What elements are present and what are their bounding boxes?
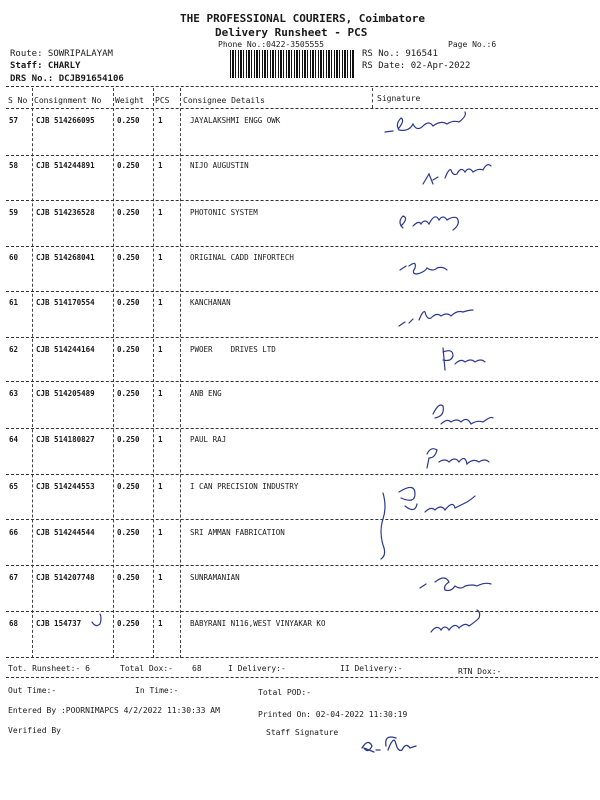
phone-number: Phone No.:0422-3505555 xyxy=(218,40,324,49)
ii-delivery: II Delivery:- xyxy=(340,664,403,673)
row-consignee: ANB ENG xyxy=(190,389,222,398)
row-sno: 64 xyxy=(9,435,19,444)
row-weight: 0.250 xyxy=(117,345,140,354)
row-consignment: CJB 514180827 xyxy=(36,435,95,444)
row-consignee: SRI AMMAN FABRICATION xyxy=(190,528,285,537)
row-pcs: 1 xyxy=(158,253,163,262)
row-pcs: 1 xyxy=(158,528,163,537)
row-consignment: CJB 514170554 xyxy=(36,298,95,307)
row-sno: 63 xyxy=(9,389,19,398)
col-signature: Signature xyxy=(377,94,421,103)
rs-date: RS Date: 02-Apr-2022 xyxy=(362,61,471,71)
row-consignment: CJB 514266095 xyxy=(36,116,95,125)
row-pcs: 1 xyxy=(158,161,163,170)
row-sno: 62 xyxy=(9,345,19,354)
rs-number: RS No.: 916541 xyxy=(362,49,438,59)
row-consignment: CJB 514207748 xyxy=(36,573,95,582)
row-consignment: CJB 514244544 xyxy=(36,528,95,537)
row-consignee: PAUL RAJ xyxy=(190,435,227,444)
route: Route: SOWRIPALAYAM xyxy=(10,49,113,59)
row-sno: 60 xyxy=(9,253,19,262)
row-sno: 65 xyxy=(9,482,19,491)
column-line xyxy=(113,88,114,658)
total-pod: Total POD:- xyxy=(258,688,311,697)
handwritten-signatures xyxy=(375,108,600,658)
drs-number: DRS No.: DCJB91654106 xyxy=(10,74,124,84)
row-weight: 0.250 xyxy=(117,208,140,217)
col-consignment: Consignment No xyxy=(34,96,102,105)
row-consignee: JAYALAKSHMI ENGG OWK xyxy=(190,116,281,125)
row-pcs: 1 xyxy=(158,208,163,217)
row-sno: 59 xyxy=(9,208,19,217)
row-pcs: 1 xyxy=(158,298,163,307)
row-consignment: CJB 514236528 xyxy=(36,208,95,217)
total-dox-label: Total Dox:- xyxy=(120,664,173,673)
row-sno: 61 xyxy=(9,298,19,307)
row-pcs: 1 xyxy=(158,482,163,491)
col-consignee: Consignee Details xyxy=(183,96,265,105)
row-weight: 0.250 xyxy=(117,482,140,491)
row-weight: 0.250 xyxy=(117,253,140,262)
col-sno: S No xyxy=(8,96,28,105)
row-weight: 0.250 xyxy=(117,573,140,582)
row-pcs: 1 xyxy=(158,573,163,582)
entered-by: Entered By :POORNIMAPCS 4/2/2022 11:30:33 AM xyxy=(8,706,220,715)
row-consignment: CJB 514244553 xyxy=(36,482,95,491)
handwritten-tick xyxy=(88,612,108,632)
staff: Staff: CHARLY xyxy=(10,61,81,71)
row-weight: 0.250 xyxy=(117,298,140,307)
row-consignee: SUNRAMANIAN xyxy=(190,573,240,582)
row-weight: 0.250 xyxy=(117,619,140,628)
row-sno: 68 xyxy=(9,619,19,628)
column-line xyxy=(180,88,181,658)
col-weight: Weight xyxy=(115,96,144,105)
row-consignee: NIJO AUGUSTIN xyxy=(190,161,249,170)
column-line xyxy=(32,88,33,658)
row-consignee: PHOTONIC SYSTEM xyxy=(190,208,258,217)
col-pcs: PCS xyxy=(155,96,170,105)
row-pcs: 1 xyxy=(158,619,163,628)
row-consignee: BABYRANI N116,WEST VINYAKAR KO xyxy=(190,619,326,628)
out-time: Out Time:- xyxy=(8,686,57,695)
row-pcs: 1 xyxy=(158,116,163,125)
row-weight: 0.250 xyxy=(117,435,140,444)
row-sno: 57 xyxy=(9,116,19,125)
row-weight: 0.250 xyxy=(117,389,140,398)
row-weight: 0.250 xyxy=(117,116,140,125)
staff-signature xyxy=(358,728,428,758)
column-line xyxy=(153,88,154,658)
row-sno: 66 xyxy=(9,528,19,537)
row-consignee: ORIGINAL CADD INFORTECH xyxy=(190,253,294,262)
barcode xyxy=(230,50,355,78)
verified-by: Verified By xyxy=(8,726,61,735)
row-consignment: CJB 514244164 xyxy=(36,345,95,354)
total-runsheet: Tot. Runsheet:- 6 xyxy=(8,664,90,673)
staff-signature-label: Staff Signature xyxy=(266,728,339,737)
page-number: Page No.:6 xyxy=(448,40,497,49)
runsheet-title: Delivery Runsheet - PCS xyxy=(215,26,368,39)
company-name: THE PROFESSIONAL COURIERS, Coimbatore xyxy=(180,12,426,25)
row-sno: 58 xyxy=(9,161,19,170)
row-consignee: PWOER DRIVES LTD xyxy=(190,345,276,354)
row-consignment: CJB 514244891 xyxy=(36,161,95,170)
printed-on: Printed On: 02-04-2022 11:30:19 xyxy=(258,710,408,719)
row-consignment: CJB 514205489 xyxy=(36,389,95,398)
row-pcs: 1 xyxy=(158,389,163,398)
row-pcs: 1 xyxy=(158,435,163,444)
divider xyxy=(6,677,598,678)
row-weight: 0.250 xyxy=(117,161,140,170)
i-delivery: I Delivery:- xyxy=(228,664,286,673)
row-pcs: 1 xyxy=(158,345,163,354)
row-consignee: KANCHANAN xyxy=(190,298,231,307)
row-consignee: I CAN PRECISION INDUSTRY xyxy=(190,482,299,491)
total-dox-value: 68 xyxy=(192,664,202,673)
row-sno: 67 xyxy=(9,573,19,582)
row-consignment: CJB 514268041 xyxy=(36,253,95,262)
rtn-dox: RTN Dox:- xyxy=(458,667,502,676)
divider xyxy=(6,86,598,87)
column-line xyxy=(372,88,373,108)
row-consignment: CJB 154737 xyxy=(36,619,82,628)
in-time: In Time:- xyxy=(135,686,179,695)
row-weight: 0.250 xyxy=(117,528,140,537)
